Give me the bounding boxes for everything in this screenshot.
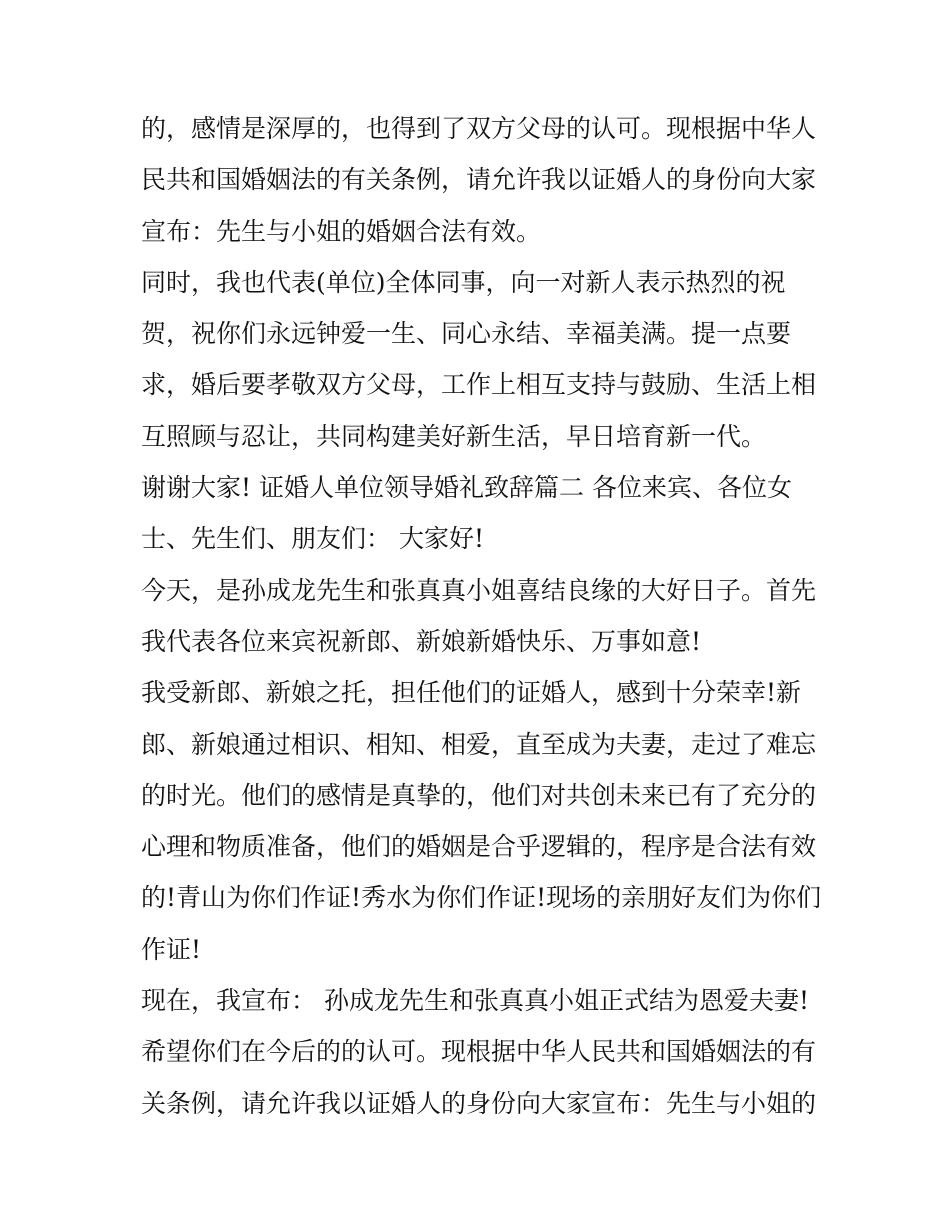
body-text	[141, 103, 841, 1129]
text-line: 求，婚后要孝敬双方父母，工作上相互支持与鼓励、生活上相	[141, 370, 817, 400]
text-line: 同时，我也代表(单位)全体同事，向一对新人表示热烈的祝	[141, 267, 786, 297]
text-line: 心理和物质准备，他们的婚姻是合乎逻辑的，程序是合法有效	[141, 832, 817, 862]
text-line: 作证!	[141, 934, 202, 964]
text-line: 今天，是孙成龙先生和张真真小姐喜结良缘的大好日子。首先	[141, 575, 817, 605]
text-line: 士、先生们、朋友们： 大家好!	[141, 524, 484, 554]
text-line: 关条例，请允许我以证婚人的身份向大家宣布：先生与小姐的	[141, 1088, 817, 1118]
text-line: 我受新郎、新娘之托，担任他们的证婚人，感到十分荣幸!新	[141, 678, 802, 708]
text-line: 民共和国婚姻法的有关条例，请允许我以证婚人的身份向大家	[141, 165, 817, 195]
text-line: 希望你们在今后的的认可。现根据中华人民共和国婚姻法的有	[141, 1037, 817, 1067]
text-line: 的!青山为你们作证!秀水为你们作证!现场的亲朋好友们为你们	[141, 883, 822, 913]
text-line: 郎、新娘通过相识、相知、相爱，直至成为夫妻，走过了难忘	[141, 729, 817, 759]
text-line: 现在，我宣布： 孙成龙先生和张真真小姐正式结为恩爱夫妻!	[141, 986, 809, 1016]
text-line: 宣布：先生与小姐的婚姻合法有效。	[141, 216, 542, 246]
text-line: 互照顾与忍让，共同构建美好新生活，早日培育新一代。	[141, 421, 767, 451]
text-line: 谢谢大家! 证婚人单位领导婚礼致辞篇二 各位来宾、各位女	[141, 473, 792, 503]
text-line: 的时光。他们的感情是真挚的，他们对共创未来已有了充分的	[141, 780, 817, 810]
text-line: 的，感情是深厚的，也得到了双方父母的认可。现根据中华人	[141, 114, 817, 143]
text-line: 我代表各位来宾祝新郎、新娘新婚快乐、万事如意!	[141, 626, 702, 656]
text-line: 贺，祝你们永远钟爱一生、同心永结、幸福美满。提一点要	[141, 319, 792, 349]
